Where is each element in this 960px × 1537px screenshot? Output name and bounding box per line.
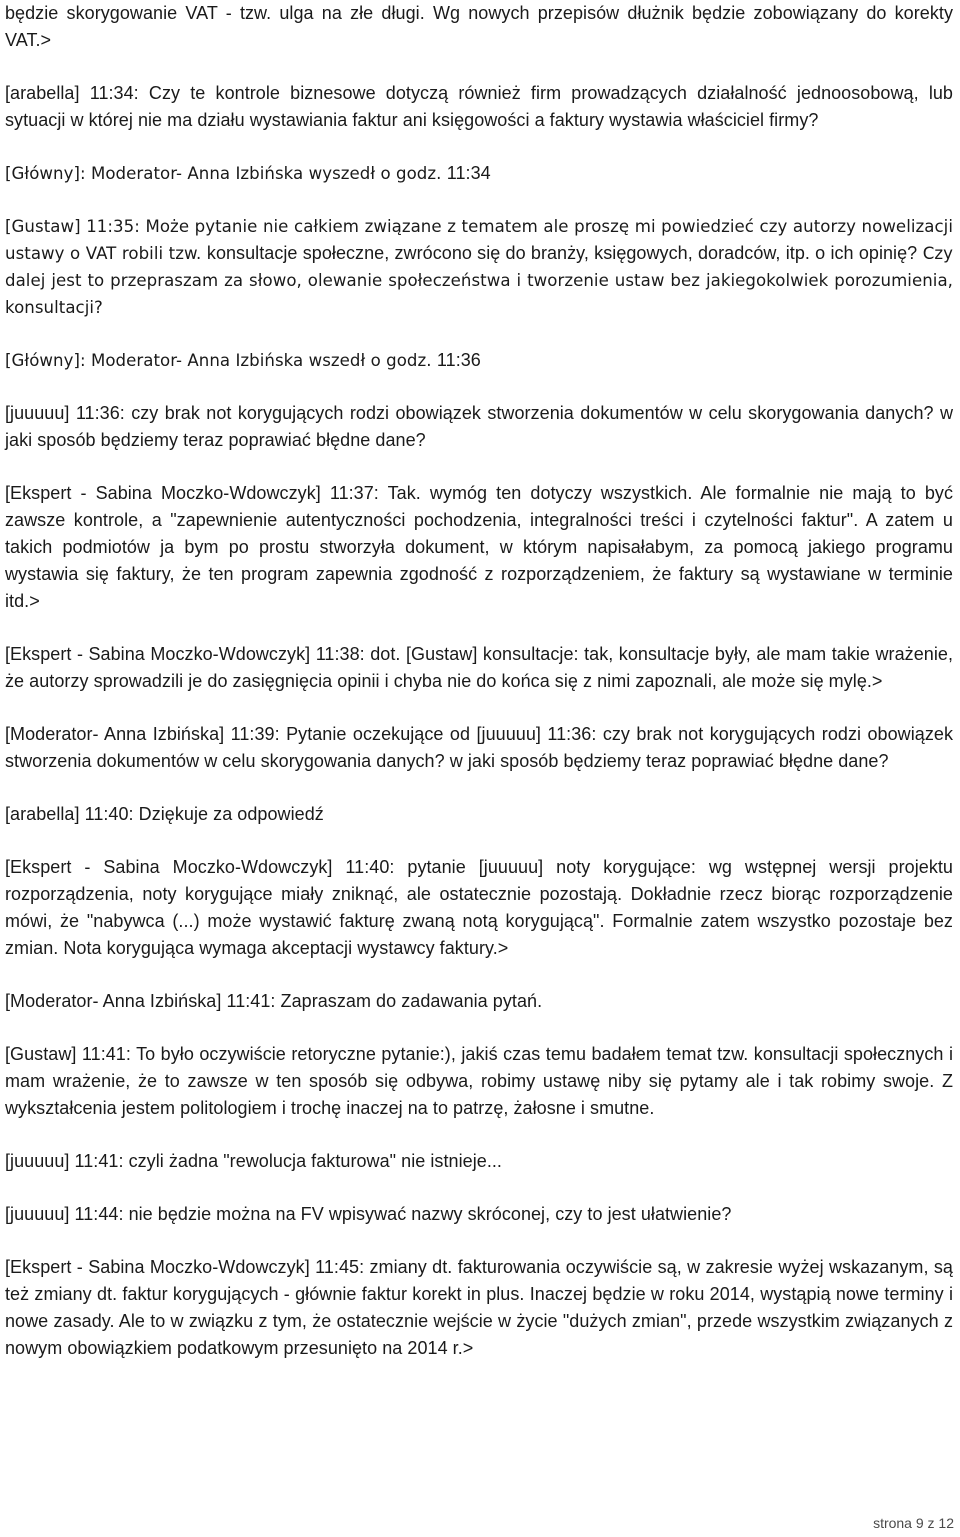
text-segment: Czy dalej jest to przepraszam za słowo, olewanie społeczeństwa i tworzenie ustaw bez jakiegokolwiek porozumienia, konsultacji? (5, 244, 954, 317)
text-segment: [Moderator- Anna Izbińska] 11:41: Zapraszam do zadawania pytań. (5, 991, 543, 1011)
text-segment: [arabella] 11:40: Dziękuje za odpowiedź (5, 804, 324, 824)
text-segment: [juuuuu] 11:44: nie będzie można na FV wpisywać nazwy skróconej, czy to jest ułatwienie? (5, 1204, 732, 1224)
text-segment: 11:36 (436, 350, 481, 370)
message-arabella-1140 (5, 801, 953, 828)
message-gustaw-1141 (5, 1041, 953, 1122)
message-expert-1140 (5, 854, 953, 962)
message-arabella-1134 (5, 80, 953, 134)
text-segment: [Ekspert - Sabina Moczko-Wdowczyk] 11:38: dot. [Gustaw] konsultacje: tak, konsultacje były, ale mam takie wrażenie, że autorzy sprowadzili je do zasięgnięcia opinii i chyba nie do końca się z nimi zapoznali, ale może się mylę.> (5, 644, 953, 691)
message-juuuuu-1136 (5, 400, 953, 454)
text-segment: [Główny]: Moderator- Anna Izbińska wszedł o godz. (5, 351, 437, 370)
text-segment: [Moderator- Anna Izbińska] 11:39: Pytanie oczekujące od [juuuuu] 11:36: czy brak not korygujących rodzi obowiązek stworzenia dokumentów w celu skorygowania danych? w jaki sposób będziemy teraz poprawiać błędne dane? (5, 724, 953, 771)
text-segment: [Gustaw] 11:41: To było oczywiście retoryczne pytanie:), jakiś czas temu badałem temat tzw. konsultacji społecznych i mam wrażenie, że to zawsze w ten sposób się odbywa, robimy ustawę niby się pytamy ale i tak robimy swoje. Z wykształcenia jestem politologiem i trochę inaczej na to patrzę, żałosne i smutne. (5, 1044, 953, 1118)
message-expert-1145 (5, 1254, 953, 1362)
system-moderator-entered (5, 347, 953, 374)
text-segment: [Ekspert - Sabina Moczko-Wdowczyk] 11:37: Tak. wymóg ten dotyczy wszystkich. Ale formalnie nie mają to być zawsze kontrole, a "zapewnienie autentyczności pochodzenia, integralności treści i czytelności faktur". A zatem u takich podmiotów ja bym po prostu stworzyła dokument, w którym napisałabym, za pomocą jakiego programu wystawia się faktury, że ten program zapewnia zgodność z rozporządzeniem, że faktury są wystawiane w terminie itd.> (5, 483, 953, 611)
message-expert-1138 (5, 641, 953, 695)
text-segment: [Główny]: Moderator- Anna Izbińska wyszedł o godz. (5, 164, 447, 183)
text-segment: [Ekspert - Sabina Moczko-Wdowczyk] 11:45: zmiany dt. fakturowania oczywiście są, w zakresie wyżej wskazanym, są też zmiany dt. faktur korygujących - głównie faktur korekt in plus. Inaczej będzie w roku 2014, wystąpią nowe terminy i nowe zasady. Ale to w związku z tym, że ostatecznie wejście w życie "dużych zmian", przede wszystkim związanych z nowym obowiązkiem podatkowym przesunięto na 2014 r.> (5, 1257, 953, 1358)
message-juuuuu-1144 (5, 1201, 953, 1228)
text-segment: [juuuuu] 11:41: czyli żadna "rewolucja fakturowa" nie istnieje... (5, 1151, 502, 1171)
message-juuuuu-1141 (5, 1148, 953, 1175)
text-segment: [juuuuu] 11:36: czy brak not korygujących rodzi obowiązek stworzenia dokumentów w celu skorygowania danych? w jaki sposób będziemy teraz poprawiać błędne dane? (5, 403, 953, 450)
text-segment: [Gustaw] 11:35: Może pytanie nie całkiem związane z tematem ale proszę mi powiedzieć czy autorzy nowelizacji ustawy o VAT robili tzw. (5, 217, 953, 263)
text-segment: [arabella] 11:34: Czy te kontrole biznesowe dotyczą również firm prowadzących działalność jednoosobową, lub sytuacji w której nie ma działu wystawiania faktur ani księgowości a faktury wystawia właściciel firmy? (5, 83, 953, 130)
system-moderator-left (5, 160, 953, 187)
message-moderator-1139 (5, 721, 953, 775)
page-number: strona 9 z 12 (873, 1515, 954, 1531)
message-gustaw-1135 (5, 213, 953, 321)
message-expert-1137 (5, 480, 953, 615)
message-moderator-1141 (5, 988, 953, 1015)
text-segment: konsultacje społeczne, zwrócono się do branży, księgowych, doradców, itp. o ich opinię? (206, 243, 918, 263)
paragraph-vat-correction (5, 0, 953, 54)
text-segment: [Ekspert - Sabina Moczko-Wdowczyk] 11:40: pytanie [juuuuu] noty korygujące: wg wstępnej wersji projektu rozporządzenia, noty korygujące miały zniknąć, ale ostatecznie pozostają. Dokładnie rzecz biorąc rozporządzenie mówi, że "nabywca (...) może wystawić fakturę zwaną notą korygującą". Formalnie zatem wszystko pozostaje bez zmian. Nota korygująca wymaga akceptacji wystawcy faktury.> (5, 857, 953, 958)
document-page (5, 0, 953, 1388)
text-segment: 11:34 (446, 163, 491, 183)
text-segment: będzie skorygowanie VAT - tzw. ulga na złe długi. Wg nowych przepisów dłużnik będzie zobowiązany do korekty VAT.> (5, 3, 953, 50)
